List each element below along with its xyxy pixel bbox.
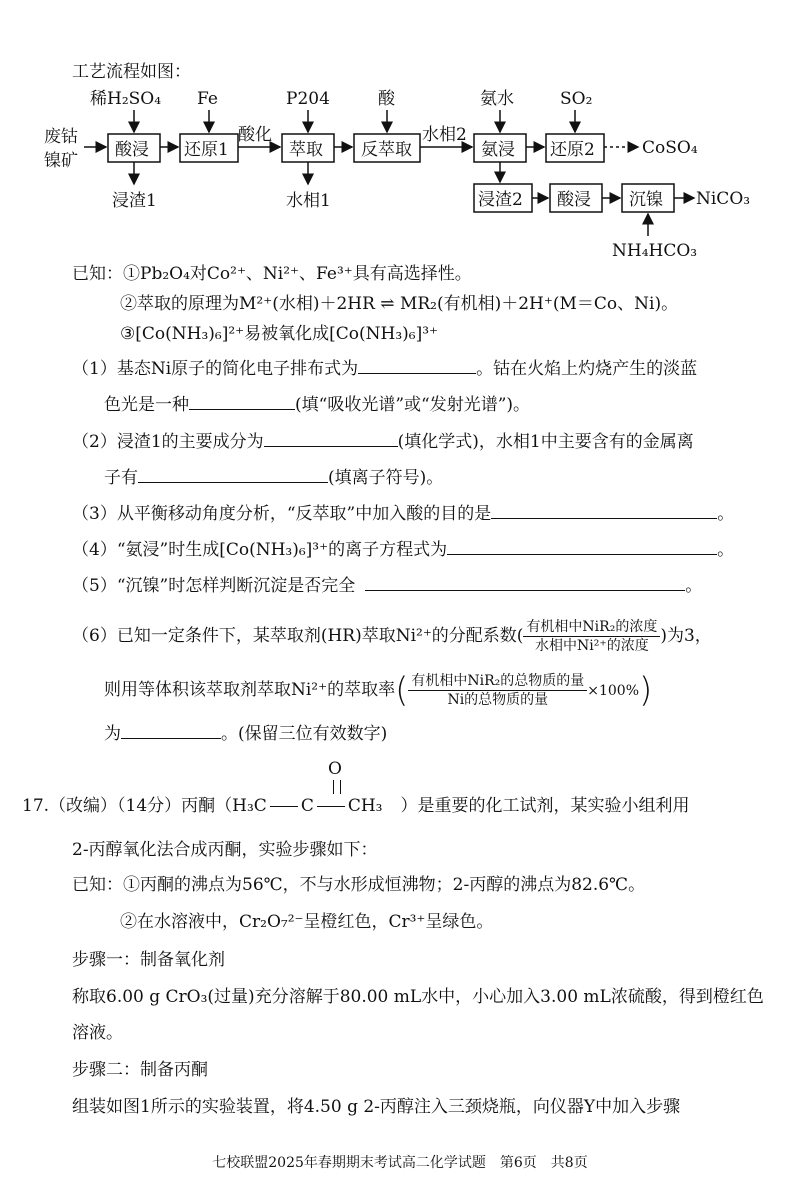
extraction-rate-fraction: $\frac{\text{有机相中NiR₂的总物质的量}}{\text{Ni的总物质的量}}$ — [408, 672, 587, 709]
distribution-coefficient-fraction: $\frac{\text{有机相中NiR₂的浓度}}{\text{水相中Ni²⁺的浓度}}$ — [523, 618, 660, 655]
flow-output-coso4: CoSO₄ — [642, 138, 698, 158]
flow-box-label: 酸浸 — [115, 140, 149, 160]
question-1-line1: （1）基态Ni原子的简化电子排布式为 。钴在火焰上灼烧产生的淡蓝 — [72, 355, 697, 381]
flow-svg — [40, 80, 780, 270]
flow-input-acid: 酸 — [378, 89, 395, 109]
flow-box-label: 浸渣2 — [478, 190, 523, 210]
flow-label-aqueous2: 水相2 — [422, 125, 467, 145]
answer-blank[interactable] — [358, 355, 476, 374]
flow-start-1: 废钴 — [44, 127, 78, 147]
question-17-known1: 已知：①丙酮的沸点为56℃，不与水形成恒沸物；2-丙醇的沸点为82.6℃。 — [72, 875, 646, 895]
flow-box-label: 氨浸 — [481, 140, 515, 160]
step-2-title: 步骤二：制备丙酮 — [72, 1060, 208, 1080]
question-2-line2: 子有 (填离子符号)。 — [104, 464, 443, 490]
question-1-line2: 色光是一种 (填“吸收光谱”或“发射光谱”)。 — [104, 391, 530, 417]
flow-input-fe: Fe — [197, 89, 218, 109]
answer-blank[interactable] — [264, 428, 398, 447]
flow-box-label: 反萃取 — [361, 140, 412, 160]
flow-output-residue1: 浸渣1 — [112, 191, 157, 211]
known-3: ③[Co(NH₃)₆]²⁺易被氧化成[Co(NH₃)₆]³⁺ — [120, 324, 439, 344]
step-1-text2: 溶液。 — [72, 1023, 123, 1043]
answer-blank[interactable] — [447, 536, 717, 555]
acetone-structure-o: O — [328, 759, 342, 779]
question-6-line3: 为 。(保留三位有效数字) — [104, 720, 387, 746]
question-4: （4）“氨浸”时生成[Co(NH₃)₆]³⁺的离子方程式为 。 — [72, 536, 734, 562]
answer-blank[interactable] — [121, 720, 221, 739]
flow-output-nico3: NiCO₃ — [696, 189, 751, 209]
flow-start-2: 镍矿 — [44, 151, 78, 171]
page-footer: 七校联盟2025年春期期末考试高二化学试题 第6页 共8页 — [212, 1155, 588, 1171]
question-17-head: 17.（改编）（14分）丙酮（H₃C C CH₃ ）是重要的化工试剂，某实验小组利用 — [22, 796, 690, 816]
flow-box-label: 沉镍 — [629, 190, 663, 210]
question-2-line1: （2）浸渣1的主要成分为 (填化学式)，水相1中主要含有的金属离 — [72, 428, 694, 454]
known-1: 已知：①Pb₂O₄对Co²⁺、Ni²⁺、Fe³⁺具有高选择性。 — [72, 264, 472, 284]
answer-blank[interactable] — [365, 572, 685, 591]
answer-blank[interactable] — [491, 500, 717, 519]
flow-input-ammonia: 氨水 — [480, 89, 514, 109]
answer-blank[interactable] — [138, 464, 328, 483]
question-5: （5）“沉镍”时怎样判断沉淀是否完全 。 — [72, 572, 702, 598]
step-1-title: 步骤一：制备氧化剂 — [72, 950, 225, 970]
known-2: ②萃取的原理为M²⁺(水相)＋2HR ⇌ MR₂(有机相)＋2H⁺(M＝Co、Ni)。 — [120, 294, 679, 314]
flow-input-p204: P204 — [286, 89, 330, 109]
flow-label-acidify: 酸化 — [238, 125, 272, 145]
flow-box-label: 酸浸 — [557, 190, 591, 210]
question-3: （3）从平衡移动角度分析，“反萃取”中加入酸的目的是 。 — [72, 500, 734, 526]
question-17-line2: 2-丙醇氧化法合成丙酮，实验步骤如下： — [72, 840, 378, 860]
answer-blank[interactable] — [189, 391, 295, 410]
process-flow-diagram — [40, 80, 780, 270]
flow-intro: 工艺流程如图： — [72, 62, 191, 82]
flow-input-so2: SO₂ — [560, 89, 593, 109]
flow-input-nh4hco3: NH₄HCO₃ — [612, 241, 698, 261]
acetone-double-bond — [333, 780, 341, 794]
flow-input-h2so4: 稀H₂SO₄ — [90, 89, 162, 109]
flow-output-aqueous1: 水相1 — [286, 191, 331, 211]
flow-box-label: 还原2 — [550, 140, 595, 160]
question-6-line1: （6）已知一定条件下，某萃取剂(HR)萃取Ni²⁺的分配系数( $\frac{\text{有机相中NiR₂的浓度}}{\text{水相中Ni²⁺的浓度}}$ )为3， — [72, 619, 712, 654]
question-17-known2: ②在水溶液中，Cr₂O₇²⁻呈橙红色，Cr³⁺呈绿色。 — [120, 912, 494, 932]
step-2-text: 组装如图1所示的实验装置，将4.50 g 2-丙醇注入三颈烧瓶，向仪器Y中加入步骤 — [72, 1097, 681, 1117]
flow-box-label: 萃取 — [289, 140, 323, 160]
step-1-text1: 称取6.00 g CrO₃(过量)充分溶解于80.00 mL水中，小心加入3.00 mL浓硫酸，得到橙红色 — [72, 987, 764, 1007]
flow-box-label: 还原1 — [184, 140, 229, 160]
question-6-line2: 则用等体积该萃取剂萃取Ni²⁺的萃取率( $\frac{\text{有机相中NiR₂的总物质的量}}{\text{Ni的总物质的量}}$ ×100%) — [104, 670, 653, 711]
